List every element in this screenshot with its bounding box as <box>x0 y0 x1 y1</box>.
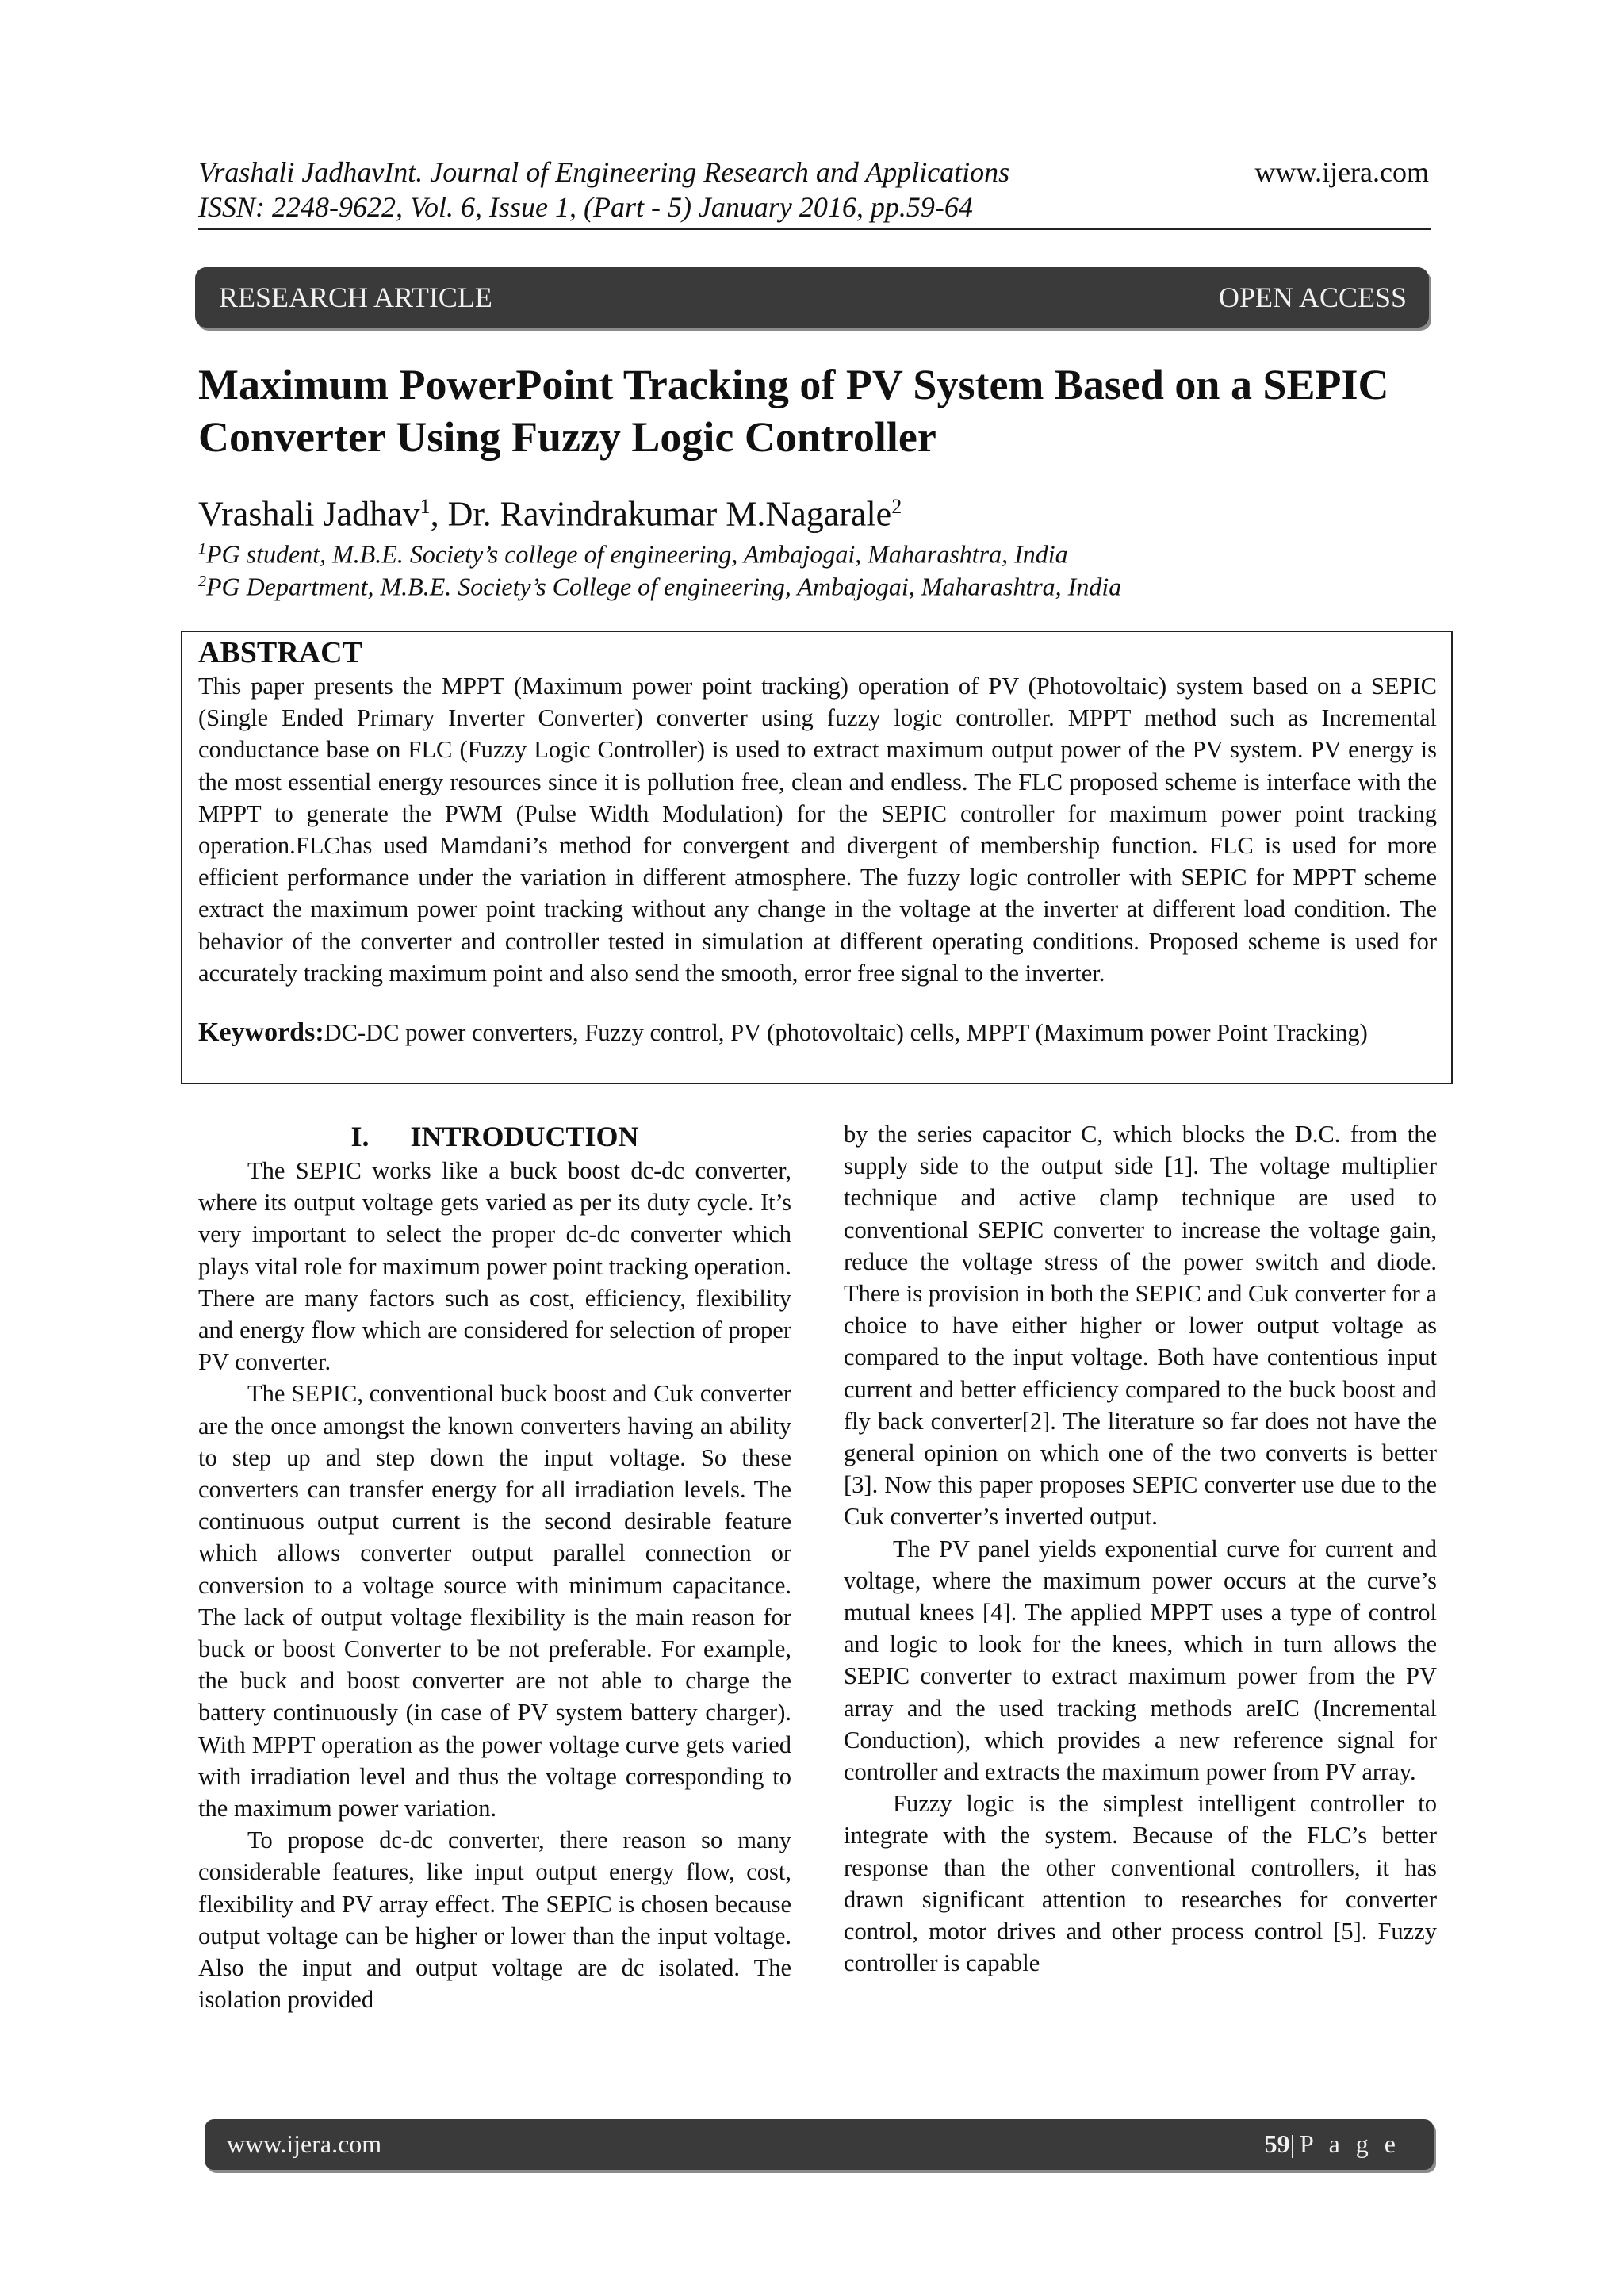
affiliation-mark: 1 <box>198 540 206 558</box>
affiliation-text: PG Department, M.B.E. Society’s College of engineering, Ambajogai, Maharashtra, India <box>206 572 1122 601</box>
affiliation <box>198 565 1121 603</box>
paragraph: The PV panel yields exponential curve for current and voltage, where the maximum power occurs at the curve’s mutual knees [4]. The applied MPPT uses a type of control and logic to look for the knees, which in turn allows the SEPIC converter to extract maximum power from the PV array and the used tracking methods areIC (Incremental Conduction), which provides a new reference signal for controller and extracts the maximum power from PV array. <box>844 1535 1437 1786</box>
paragraph: To propose dc-dc converter, there reason so many considerable features, like input output energy flow, cost, flexibility and PV array effect. The SEPIC is chosen because output voltage can be higher or lower than the input voltage. Also the input and output voltage are dc isolated. The isolation provided <box>198 1826 791 2014</box>
section-number: I. <box>350 1121 370 1152</box>
footer-url[interactable]: www.ijera.com <box>227 2129 382 2158</box>
issn-line: ISSN: 2248-9622, Vol. 6, Issue 1, (Part - 5) January 2016, pp.59-64 <box>198 191 973 223</box>
paragraph: Fuzzy logic is the simplest intelligent controller to integrate with the system. Because of the FLC’s better response than the other conventional controllers, it has drawn significant attention to researches for converter control, motor drives and other process control [5]. Fuzzy controller is capable <box>844 1790 1437 1977</box>
paper-title: Maximum PowerPoint Tracking of PV System Based on a SEPIC Converter Using Fuzzy Logic Controller <box>198 361 1389 461</box>
author-list <box>198 485 902 536</box>
affiliation <box>198 533 1068 570</box>
page-indicator <box>1265 2129 1400 2159</box>
keywords-label: Keywords: <box>198 1018 324 1047</box>
section-title: INTRODUCTION <box>410 1121 639 1152</box>
article-type-banner <box>195 267 1429 328</box>
right-column <box>844 1118 1437 1979</box>
keywords <box>198 1017 1437 1048</box>
author-name: Vrashali Jadhav <box>198 494 420 534</box>
abstract-text: This paper presents the MPPT (Maximum power point tracking) operation of PV (Photovoltaic) system based on a SEPIC (Single Ended Primary Inverter Converter) converter using fuzzy logic controller. MPPT method such as Incremental conductance base on FLC (Fuzzy Logic Controller) is used to extract maximum output power of the PV system. PV energy is the most essential energy resources since it is pollution free, clean and endless. The FLC proposed scheme is interface with the MPPT to generate the PWM (Pulse Width Modulation) for the SEPIC controller for maximum power point tracking operation.FLChas used Mamdani’s method for convergent and divergent of membership function. FLC is used for more efficient performance under the variation in different atmosphere. The fuzzy logic controller with SEPIC for MPPT scheme extract the maximum power point tracking without any change in the voltage at the inverter at different load condition. The behavior of the converter and controller tested in simulation at different operating conditions. Proposed scheme is used for accurately tracking maximum point and also send the smooth, error free signal to the inverter. <box>198 673 1437 987</box>
abstract-heading: ABSTRACT <box>198 636 362 669</box>
article-type-label: RESEARCH ARTICLE <box>219 282 492 313</box>
paragraph: by the series capacitor C, which blocks the D.C. from the supply side to the output side [1]. The voltage multiplier technique and active clamp technique are used to conventional SEPIC converter to increase the voltage gain, reduce the voltage stress of the power switch and diode. There is provision in both the SEPIC and Cuk converter for a choice to have either higher or lower output voltage as compared to the input voltage. Both have contentious input current and better efficiency compared to the buck boost and fly back converter[2]. The literature so far does not have the general opinion on which one of the two converts is better [3]. Now this paper proposes SEPIC converter use due to the Cuk converter’s inverted output. <box>844 1121 1437 1531</box>
paragraph: The SEPIC works like a buck boost dc-dc converter, where its output voltage gets varied as per its duty cycle. It’s very important to select the proper dc-dc converter which plays vital role for maximum power point tracking operation. There are many factors such as cost, efficiency, flexibility and energy flow which are considered for selection of proper PV converter. <box>198 1157 791 1376</box>
paragraph: The SEPIC, conventional buck boost and Cuk converter are the once amongst the known converters having an ability to step up and step down the input voltage. So these converters can transfer energy for all irradiation levels. The continuous output current is the second desirable feature which allows converter output parallel connection or conversion to a voltage source with minimum capacitance. The lack of output voltage flexibility is the main reason for buck or boost Converter to be not preferable. For example, the buck and boost converter are not able to charge the battery continuously (in case of PV system battery charger). With MPPT operation as the power voltage curve gets varied with irradiation level and thus the voltage corresponding to the maximum power variation. <box>198 1380 791 1823</box>
journal-citation: Vrashali JadhavInt. Journal of Engineering Research and Applications <box>198 156 1010 188</box>
open-access-label: OPEN ACCESS <box>1218 282 1407 313</box>
section-heading <box>198 1118 791 1155</box>
header-divider <box>198 228 1431 230</box>
page-label: |P a g e <box>1289 2129 1400 2158</box>
affiliation-text: PG student, M.B.E. Society’s college of engineering, Ambajogai, Maharashtra, India <box>206 539 1068 569</box>
author-affiliation-mark: 1 <box>419 495 431 518</box>
keywords-text: DC-DC power converters, Fuzzy control, PV (photovoltaic) cells, MPPT (Maximum power Point Tracking) <box>324 1019 1368 1046</box>
author-separator: , <box>430 494 448 534</box>
page-number: 59 <box>1264 2129 1290 2158</box>
author-name: Dr. Ravindrakumar M.Nagarale <box>447 494 892 534</box>
running-header <box>198 155 1429 224</box>
author-affiliation-mark: 2 <box>891 495 902 518</box>
page-footer <box>205 2119 1434 2170</box>
journal-url[interactable]: www.ijera.com <box>1254 156 1429 188</box>
left-column <box>198 1118 791 2015</box>
affiliation-mark: 2 <box>198 573 206 590</box>
